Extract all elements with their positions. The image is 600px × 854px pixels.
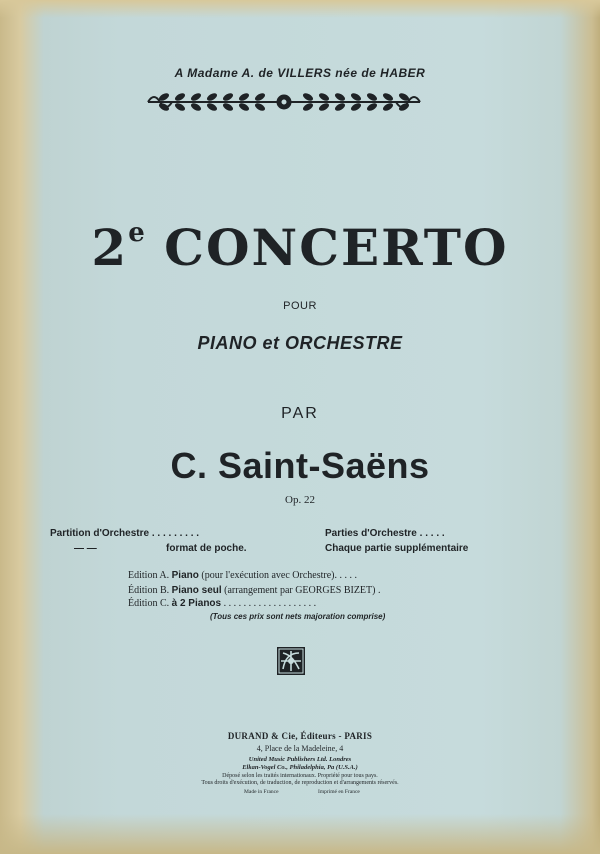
publisher-london: United Music Publishers Ltd. Londres — [248, 756, 352, 763]
edition-c — [128, 598, 316, 609]
par-label: PAR — [281, 405, 319, 422]
edition-name: Piano — [171, 570, 199, 581]
edition-prefix: Edition A. — [128, 570, 170, 581]
edition-detail: (pour l'exécution avec Orchestre). . . . . — [201, 570, 357, 581]
composer-name: C. Saint-Saëns — [170, 445, 430, 486]
edition-name: à 2 Pianos — [171, 598, 222, 609]
printed-in-france: Imprimé en France — [318, 789, 360, 795]
title-word: CONCERTO — [164, 218, 509, 277]
edition-detail: . . . . . . . . . . . . . . . . . . . — [223, 598, 317, 609]
title-superscript: e — [128, 218, 145, 248]
subtitle: PIANO et ORCHESTRE — [197, 333, 403, 353]
edition-a — [128, 570, 357, 581]
edition-b — [128, 585, 380, 596]
pour-label: POUR — [283, 300, 317, 312]
price-dash: — — — [74, 543, 97, 554]
price-partition-orchestre: Partition d'Orchestre . . . . . . . . . — [50, 528, 200, 539]
page-title — [0, 218, 600, 277]
edition-prefix: Édition C. — [128, 598, 170, 609]
copyright-line: Déposé selon les traités internationaux. Propriété pour tous pays. — [222, 773, 378, 779]
ornamental-vine-icon — [144, 90, 424, 114]
publisher-name: DURAND & Cie, Éditeurs - PARIS — [227, 731, 373, 741]
price-format-poche: format de poche. — [166, 543, 247, 554]
edition-name: Piano seul — [171, 585, 222, 596]
edition-detail: (arrangement par GEORGES BIZET) . — [224, 585, 381, 596]
dedication: A Madame A. de VILLERS née de HABER — [174, 66, 426, 80]
publisher-philadelphia: Elkan-Vogel Co., Philadelphia, Pa (U.S.A.) — [242, 764, 358, 771]
price-partie-supplementaire: Chaque partie supplémentaire — [325, 543, 469, 554]
price-parties-orchestre: Parties d'Orchestre . . . . . — [325, 528, 445, 539]
edition-prefix: Édition B. — [128, 585, 170, 596]
price-note: (Tous ces prix sont nets majoration comprise) — [210, 612, 386, 621]
title-number: 2 — [91, 218, 129, 277]
made-in-france: Made in France — [244, 789, 279, 795]
rights-line: Tous droits d'exécution, de traduction, de reproduction et d'arrangements réservés. — [201, 780, 399, 786]
publisher-emblem-icon — [277, 647, 305, 675]
opus-number: Op. 22 — [285, 494, 315, 506]
publisher-address: 4, Place de la Madeleine, 4 — [256, 744, 344, 753]
